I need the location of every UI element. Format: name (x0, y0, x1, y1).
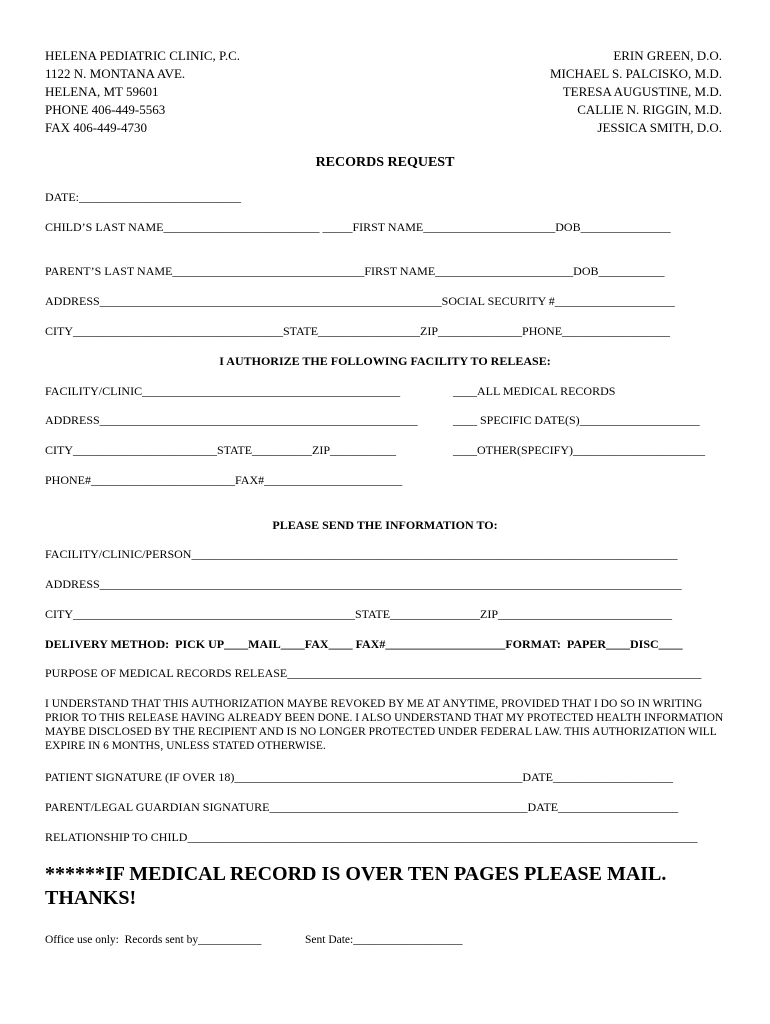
send-city-field[interactable]: CITY_______________________________________________STATE_______________ZIP_____________________________ (45, 607, 673, 621)
parent-name-field[interactable]: PARENT’S LAST NAME________________________________FIRST NAME_______________________DOB___________ (45, 264, 665, 278)
guardian-signature-field[interactable]: PARENT/LEGAL GUARDIAN SIGNATURE___________________________________________DATE____________________ (45, 800, 679, 814)
city-field[interactable]: CITY___________________________________STATE_________________ZIP______________PHONE__________________ (45, 324, 671, 338)
release-facility-field[interactable]: FACILITY/CLINIC___________________________________________ (45, 384, 401, 398)
clinic-address: 1122 N. MONTANA AVE. (45, 66, 186, 81)
specific-dates-option[interactable]: ____ SPECIFIC DATE(S)____________________ (453, 413, 700, 427)
doctor-name: CALLIE N. RIGGIN, M.D. (577, 102, 722, 117)
doctor-name: JESSICA SMITH, D.O. (597, 120, 722, 135)
release-phone-fax-field[interactable]: PHONE#________________________FAX#_______________________ (45, 473, 403, 487)
release-address-field[interactable]: ADDRESS_____________________________________________________ (45, 413, 418, 427)
child-name-field[interactable]: CHILD’S LAST NAME__________________________ _____FIRST NAME______________________DOB_______________ (45, 220, 671, 234)
clinic-fax: FAX 406-449-4730 (45, 120, 147, 135)
send-address-field[interactable]: ADDRESS_________________________________________________________________________________________________ (45, 577, 682, 591)
date-field[interactable]: DATE:___________________________ (45, 190, 241, 204)
release-city-field[interactable]: CITY________________________STATE__________ZIP___________ (45, 443, 397, 457)
mail-notice: ******IF MEDICAL RECORD IS OVER TEN PAGES PLEASE MAIL. THANKS! (45, 863, 667, 909)
doctor-name: MICHAEL S. PALCISKO, M.D. (549, 66, 722, 81)
delivery-method-field[interactable]: DELIVERY METHOD: PICK UP____MAIL____FAX____ FAX#____________________FORMAT: PAPER____DISC____ (45, 637, 683, 651)
doctor-name: TERESA AUGUSTINE, M.D. (562, 84, 722, 99)
doctor-name: ERIN GREEN, D.O. (613, 48, 722, 63)
form-title: RECORDS REQUEST (315, 155, 455, 170)
purpose-field[interactable]: PURPOSE OF MEDICAL RECORDS RELEASE_____________________________________________________________________ (45, 666, 702, 680)
sent-date-field[interactable]: Sent Date:___________________ (305, 934, 463, 946)
send-facility-field[interactable]: FACILITY/CLINIC/PERSON_________________________________________________________________________________ (45, 547, 678, 561)
authorization-statement: I UNDERSTAND THAT THIS AUTHORIZATION MAYBE REVOKED BY ME AT ANYTIME, PROVIDED THAT I DO SO IN WRITING PRIOR TO THIS RELEASE HAVING ALREADY BEEN DONE. I ALSO UNDERSTAND THAT MY PROTECTED HEALTH INFORMATION MAYBE DISCLOSED BY THE RECIPIENT AND IS NO LONGER PROTECTED UNDER FEDERAL LAW. THIS AUTHORIZATION WILL EXPIRE IN 6 MONTHS, UNLESS STATED OTHERWISE. (45, 698, 724, 752)
relationship-field[interactable]: RELATIONSHIP TO CHILD_____________________________________________________________________________________ (45, 830, 698, 844)
patient-signature-field[interactable]: PATIENT SIGNATURE (IF OVER 18)________________________________________________DATE____________________ (45, 770, 674, 784)
other-option[interactable]: ____OTHER(SPECIFY)______________________ (453, 443, 706, 457)
clinic-city: HELENA, MT 59601 (45, 84, 159, 99)
address-field[interactable]: ADDRESS_________________________________________________________SOCIAL SECURITY #____________________ (45, 294, 675, 308)
records-sent-by-field[interactable]: Office use only: Records sent by___________ (45, 934, 262, 946)
clinic-phone: PHONE 406-449-5563 (45, 102, 166, 117)
send-heading: PLEASE SEND THE INFORMATION TO: (272, 518, 498, 532)
clinic-name: HELENA PEDIATRIC CLINIC, P.C. (45, 48, 241, 63)
authorize-heading: I AUTHORIZE THE FOLLOWING FACILITY TO RELEASE: (219, 354, 551, 368)
all-records-option[interactable]: ____ALL MEDICAL RECORDS (453, 384, 616, 398)
